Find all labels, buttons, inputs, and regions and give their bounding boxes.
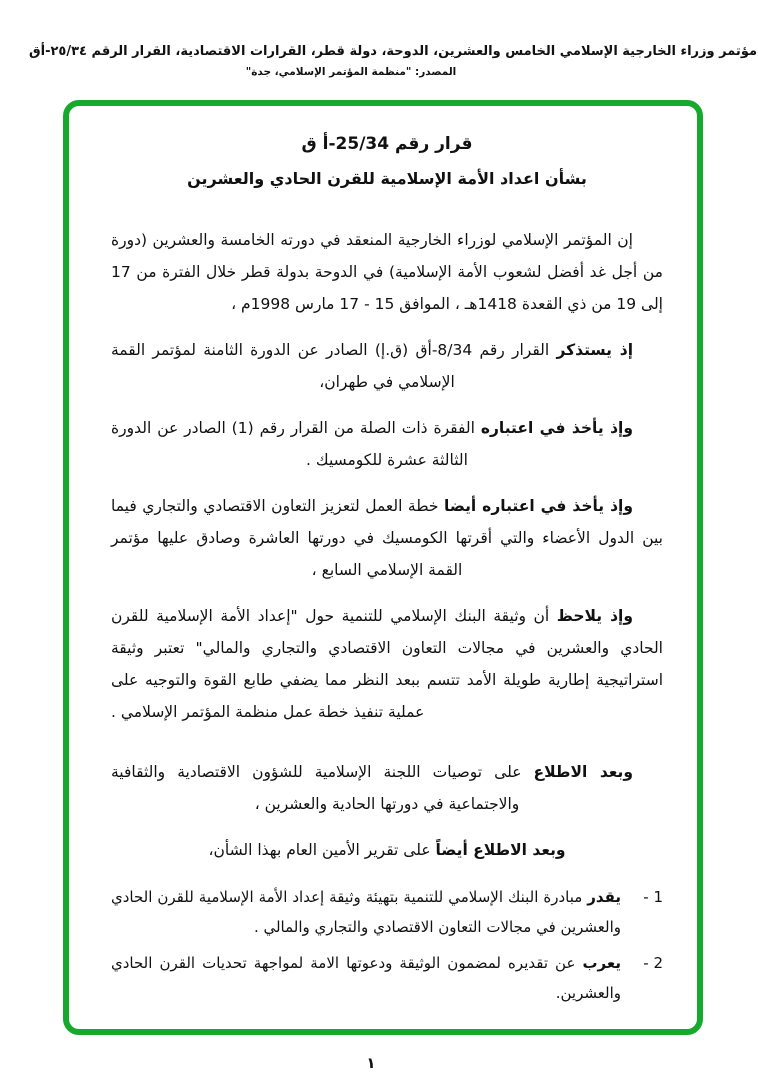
paragraph-having-reviewed — [111, 756, 663, 820]
paragraph-text: الفقرة ذات الصلة من القرار رقم (1) الصادر عن الدورة الثالثة عشرة للكومسيك . — [111, 419, 481, 469]
item-number: 1 - — [643, 888, 663, 906]
paragraph-text: على تقرير الأمين العام بهذا الشأن، — [208, 841, 436, 859]
item-number: 2 - — [643, 954, 663, 972]
list-item — [111, 948, 663, 1008]
paragraph-text: إن المؤتمر الإسلامي لوزراء الخارجية المنعقد في دورته الخامسة والعشرين (دورة من أجل غد أفضل لشعوب الأمة الإسلامية) في الدوحة بدولة قطر خلال الفترة من 17 إلى 19 من ذي القعدة 1418هـ ، الموافق 15 - 17 مارس 1998م ، — [111, 231, 663, 313]
paragraph-text: القرار رقم 8/34-أق (ق.إ) الصادر عن الدورة الثامنة لمؤتمر القمة الإسلامي في طهران، — [111, 341, 557, 391]
paragraph-text: خطة العمل لتعزيز التعاون الاقتصادي والتجاري فيما بين الدول الأعضاء والتي أقرتها الكومسيك في دورتها العاشرة وصادق عليها مؤتمر القمة الإسلامي السابع ، — [111, 497, 663, 579]
paragraph-taking-into-account-also — [111, 490, 663, 586]
item-text-block — [111, 948, 621, 1008]
header-citation-line: مؤتمر وزراء الخارجية الإسلامي الخامس والعشرين، الدوحة، دولة قطر، القرارات الاقتصادية، القرار الرقم ٢٥/٣٤-أق — [28, 44, 758, 59]
paragraph-recalling — [111, 334, 663, 398]
operative-items — [111, 882, 663, 1008]
paragraph-lead: إذ يستذكر — [556, 341, 634, 359]
list-item — [111, 882, 663, 942]
paragraph-text: على توصيات اللجنة الإسلامية للشؤون الاقتصادية والثقافية والاجتماعية في دورتها الحادية والعشرين ، — [111, 763, 534, 813]
paragraph-preamble — [111, 224, 663, 320]
resolution-green-frame — [63, 100, 703, 1035]
paragraph-lead: وإذ يأخذ في اعتباره أيضا — [444, 497, 633, 515]
item-text: عن تقديره لمضمون الوثيقة ودعوتها الامة لمواجهة تحديات القرن الحادي والعشرين. — [111, 954, 621, 1002]
paragraph-having-reviewed-also — [111, 834, 663, 866]
item-lead: يعرب — [582, 954, 621, 972]
page-number: ١ — [366, 1054, 376, 1072]
item-text-block — [111, 882, 621, 942]
document-header — [0, 44, 758, 78]
paragraph-lead: وبعد الاطلاع أيضاً — [435, 841, 566, 859]
paragraph-lead: وبعد الاطلاع — [533, 763, 633, 781]
item-lead: يقدر — [587, 888, 621, 906]
paragraph-lead: وإذ يلاحظ — [556, 607, 634, 625]
resolution-subtitle: بشأن اعداد الأمة الإسلامية للقرن الحادي والعشرين — [187, 169, 587, 188]
paragraph-taking-into-account — [111, 412, 663, 476]
paragraph-noting — [111, 600, 663, 728]
header-source-line: المصدر: "منظمة المؤتمر الإسلامي، جدة" — [245, 66, 457, 78]
resolution-title: قرار رقم 25/34-أ ق — [301, 134, 473, 154]
paragraph-lead: وإذ يأخذ في اعتباره — [480, 419, 633, 437]
item-text: مبادرة البنك الإسلامي للتنمية بتهيئة وثيقة إعداد الأمة الإسلامية للقرن الحادي والعشرين في مجالات التعاون الاقتصادي والتجاري والمالي . — [111, 888, 621, 936]
paragraph-text: أن وثيقة البنك الإسلامي للتنمية حول "إعداد الأمة الإسلامية للقرن الحادي والعشرين في مجالات التعاون الاقتصادي والتجاري والمالي" تعتبر وثيقة استراتيجية إطارية طويلة الأمد تتسم ببعد النظر مما يضفي طابع القوة والتوجيه على عملية تنفيذ خطة عمل منظمة المؤتمر الإسلامي . — [111, 607, 663, 721]
